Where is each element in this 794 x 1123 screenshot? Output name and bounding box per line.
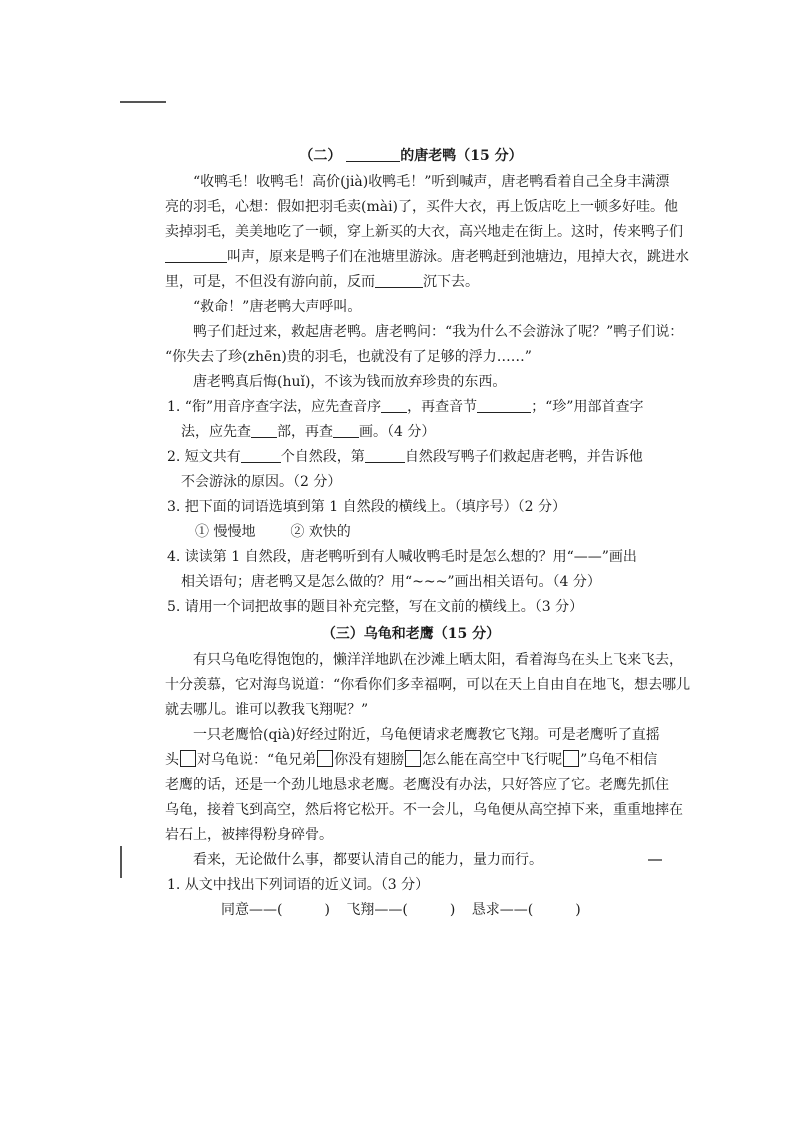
s3-p2-line1: 一只老鹰恰(qià)好经过附近，乌龟便请求老鹰教它飞翔。可是老鹰听了直摇	[193, 727, 660, 743]
s3-p2-line3: 老鹰的话，还是一个劲儿地恳求老鹰。老鹰没有办法，只好答应了它。老鹰先抓住	[165, 777, 669, 793]
q1-text-c: ；“珍”用部首查字	[531, 399, 644, 415]
s2-p1-line5	[165, 270, 657, 295]
punctuation-box[interactable]	[317, 750, 333, 767]
q1b-text-a: 法，应先查	[181, 424, 251, 440]
close-paren: )	[575, 902, 581, 918]
s3-p2-text-e: ”乌龟不相信	[580, 752, 658, 768]
option-1: ① 慢慢地	[195, 524, 256, 540]
synonym-word: 同意——(	[221, 902, 283, 918]
s2-question-1	[165, 395, 657, 420]
s3-p2-text-c: 你没有翅膀	[334, 752, 405, 768]
s2-p1-line4	[165, 245, 689, 270]
s2-p1-line5-end: 沉下去。	[423, 274, 479, 290]
q1b-text-c: 画。（4 分）	[359, 424, 436, 440]
s2-p3-line1: 鸭子们赶过来，救起唐老鸭。唐老鸭问：“我为什么不会游泳了呢？”鸭子们说：	[193, 324, 684, 340]
answer-blank[interactable]	[241, 448, 281, 463]
s2-p1-line1: “收鸭毛！收鸭毛！高价(jià)收鸭毛！”听到喊声，唐老鸭看着自己全身丰满漂	[193, 174, 670, 190]
q1-text-a: 1. “衔”用音序查字法，应先查音序	[167, 399, 382, 415]
synonym-pair	[346, 898, 455, 923]
scan-mark-left	[120, 846, 122, 878]
option-2: ② 欢快的	[290, 524, 351, 540]
synonym-pair	[221, 898, 330, 923]
s2-question-3: 3. 把下面的词语选填到第 1 自然段的横线上。（填序号）（2 分）	[167, 499, 566, 515]
synonym-word: 恳求——(	[471, 902, 534, 918]
answer-blank[interactable]	[365, 448, 405, 463]
s3-p2-text-b: 对乌龟说：“龟兄弟	[197, 752, 317, 768]
s2-p1-line4-text: 叫声，原来是鸭子们在池塘里游泳。唐老鸭赶到池塘边，甩掉大衣，跳进水	[227, 249, 689, 265]
s3-p2-text-d: 怎么能在高空中飞行呢	[422, 752, 563, 768]
s3-p2-line4: 乌龟，接着飞到高空，然后将它松开。不一会儿，乌龟便从高空掉下来，重重地摔在	[165, 802, 683, 818]
s2-p2: “救命！”唐老鸭大声呼叫。	[193, 299, 362, 315]
answer-blank[interactable]	[477, 398, 531, 413]
punctuation-box[interactable]	[563, 750, 579, 767]
answer-blank[interactable]	[375, 273, 423, 288]
s2-p3-line2: “你失去了珍(zhēn)贵的羽毛，也就没有了足够的浮力……”	[165, 349, 532, 365]
answer-blank[interactable]	[251, 423, 277, 438]
s2-p1-line3: 卖掉羽毛，美美地吃了一顿，穿上新买的大衣，高兴地走在街上。这时，传来鸭子们	[165, 224, 683, 240]
punctuation-box[interactable]	[405, 750, 421, 767]
answer-blank[interactable]	[165, 248, 227, 263]
punctuation-box[interactable]	[180, 750, 196, 767]
s2-question-2	[165, 445, 657, 470]
scan-mark-top	[120, 101, 166, 103]
s2-p4: 唐老鸭真后悔(huǐ)，不该为钱而放弃珍贵的东西。	[193, 374, 507, 390]
s3-p3: 看来，无论做什么事，都要认清自己的能力，量力而行。	[193, 852, 543, 868]
s3-p2-text-a: 头	[165, 752, 179, 768]
s3-synonym-row	[165, 898, 657, 923]
q2-text-a: 2. 短文共有	[167, 449, 241, 465]
s3-p2-line5: 岩石上，被摔得粉身碎骨。	[165, 827, 333, 843]
s2-question-4-cont: 相关语句；唐老鸭又是怎么做的？用“~~~”画出相关语句。（4 分）	[181, 574, 601, 590]
section3-title: （三）乌龟和老鹰（15 分）	[321, 626, 501, 642]
close-paren: )	[324, 902, 330, 918]
section2-title	[165, 142, 657, 170]
s2-p1-line2: 亮的羽毛，心想：假如把羽毛卖(mài)了，买件大衣，再上饭店吃上一顿多好哇。他	[165, 199, 679, 215]
s2-p1-line5-text: 里，可是，不但没有游向前，反而	[165, 274, 375, 290]
s3-p1-line1: 有只乌龟吃得饱饱的，懒洋洋地趴在沙滩上晒太阳，看着海鸟在头上飞来飞去，	[193, 652, 683, 668]
section2-title-prefix: （二）	[299, 148, 342, 164]
s2-question-2-cont: 不会游泳的原因。（2 分）	[181, 474, 342, 490]
q1b-text-b: 部，再查	[277, 424, 333, 440]
s2-question-5: 5. 请用一个词把故事的题目补充完整，写在文前的横线上。（3 分）	[167, 599, 584, 615]
s2-question-3-options	[165, 520, 657, 545]
s3-p1-line2: 十分羡慕，它对海鸟说道：“你看你们多幸福啊，可以在天上自由自在地飞，想去哪儿	[165, 677, 691, 693]
synonym-word: 飞翔——(	[346, 902, 408, 918]
section2-title-suffix: 的唐老鸭（15 分）	[400, 148, 523, 164]
answer-blank[interactable]	[381, 398, 407, 413]
q2-text-c: 自然段写鸭子们救起唐老鸭，并告诉他	[404, 449, 643, 465]
close-paren: )	[449, 902, 456, 918]
answer-blank[interactable]	[333, 423, 359, 438]
q1-text-b: ，再查音节	[407, 399, 478, 415]
s3-question-1: 1. 从文中找出下列词语的近义词。（3 分）	[167, 877, 430, 893]
synonym-pair	[472, 898, 581, 923]
q2-text-b: 个自然段，第	[280, 449, 365, 465]
title-blank[interactable]	[346, 147, 400, 162]
s3-p1-line3: 就去哪儿。谁可以教我飞翔呢？”	[165, 702, 369, 718]
s2-question-4: 4. 读读第 1 自然段，唐老鸭听到有人喊收鸭毛时是怎么想的？用“——”画出	[167, 549, 637, 565]
s3-p2-line2	[165, 748, 657, 773]
s2-question-1-cont	[165, 420, 657, 445]
worksheet-page	[165, 142, 691, 923]
